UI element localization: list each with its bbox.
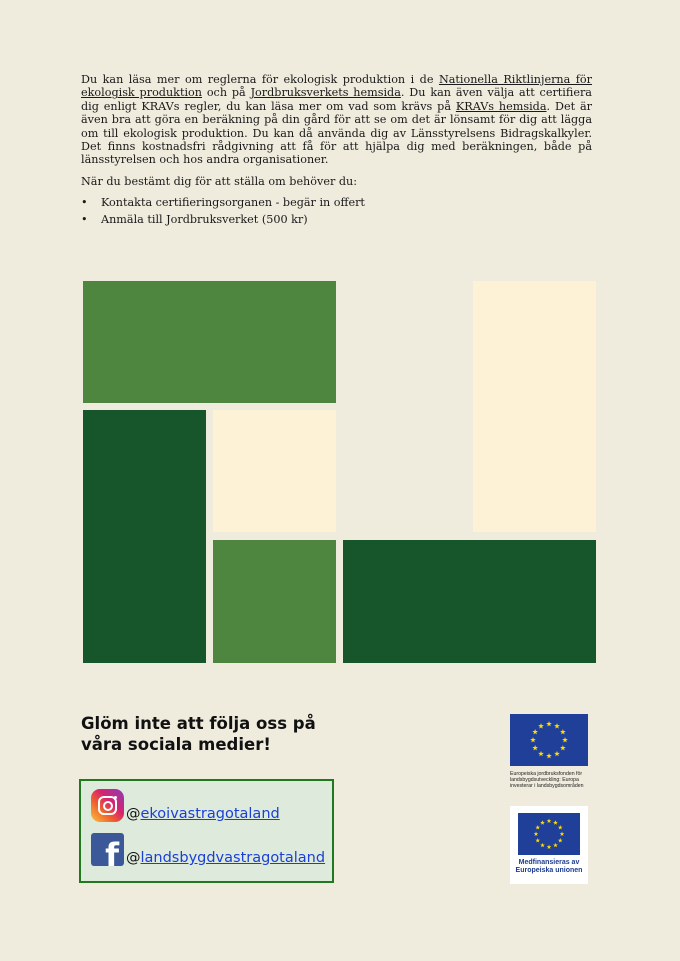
link-nationella-riktlinjer[interactable]: Nationella Riktlinjerna för ekologisk produktion (81, 73, 592, 100)
steps-intro: När du bestämt dig för att ställa om behöver du: (81, 174, 357, 188)
intro-text-4: . Det är även bra att göra en beräkning på din gård för att se om det är lönsamt för dig att lägga om till ekologisk produktion. Du kan då använda dig av Länsstyrelsens Bidragskalkyler. Det finns kostnadsfri rådgivning att få för att hjälpa dig med beräkningen, både på länsstyrelsen och hos andra organisationer. (81, 99, 592, 167)
intro-text-3: . Du kan även välja att certifiera dig enligt KRAVs regler, du kan läsa mer om vad som krävs på (81, 86, 592, 113)
intro-paragraph (81, 73, 592, 167)
facebook-link[interactable]: landsbygdvastragotaland (140, 850, 326, 866)
intro-text-2: och på (201, 86, 251, 100)
social-media-box (79, 779, 334, 883)
social-heading: Glöm inte att följa oss på våra sociala medier! (81, 714, 316, 754)
tile-green-top-left (83, 281, 336, 403)
instagram-icon[interactable] (91, 789, 124, 822)
link-jordbruksverket[interactable]: Jordbruksverkets hemsida (250, 86, 401, 100)
eu-logo-agri-fund (510, 714, 590, 789)
tile-green-middle-bottom (213, 540, 336, 663)
tile-cream-middle (213, 410, 336, 532)
instagram-link[interactable]: ekoivastragotaland (140, 806, 280, 822)
tile-dark-right-bottom (343, 540, 596, 663)
intro-text-1: Du kan läsa mer om reglerna för ekologisk produktion i de (81, 73, 439, 86)
steps-list (81, 196, 592, 226)
list-item: • Kontakta certifieringsorganen - begär in offert (81, 196, 592, 209)
link-krav[interactable]: KRAVs hemsida (455, 99, 547, 113)
at-symbol: @ (126, 806, 141, 822)
eu-flag-icon (518, 813, 580, 855)
eu-logo-caption: Medfinansieras av Europeiska unionen (515, 859, 583, 874)
instagram-row[interactable] (91, 789, 280, 822)
intro-text-block (81, 73, 592, 229)
tile-dark-left-tall (83, 410, 206, 663)
list-item: • Anmäla till Jordbruksverket (500 kr) (81, 213, 592, 226)
eu-flag-icon (510, 714, 588, 766)
eu-logo-caption: Europeiska jordbruksfonden för landsbygdsutveckling: Europa investerar i landsbygdsområden (510, 771, 584, 789)
eu-logo-cofinanced (510, 806, 588, 884)
facebook-row[interactable] (91, 833, 325, 866)
tile-cream-right-tall (473, 281, 596, 532)
at-symbol: @ (126, 850, 141, 866)
facebook-icon[interactable]: f (91, 833, 124, 866)
